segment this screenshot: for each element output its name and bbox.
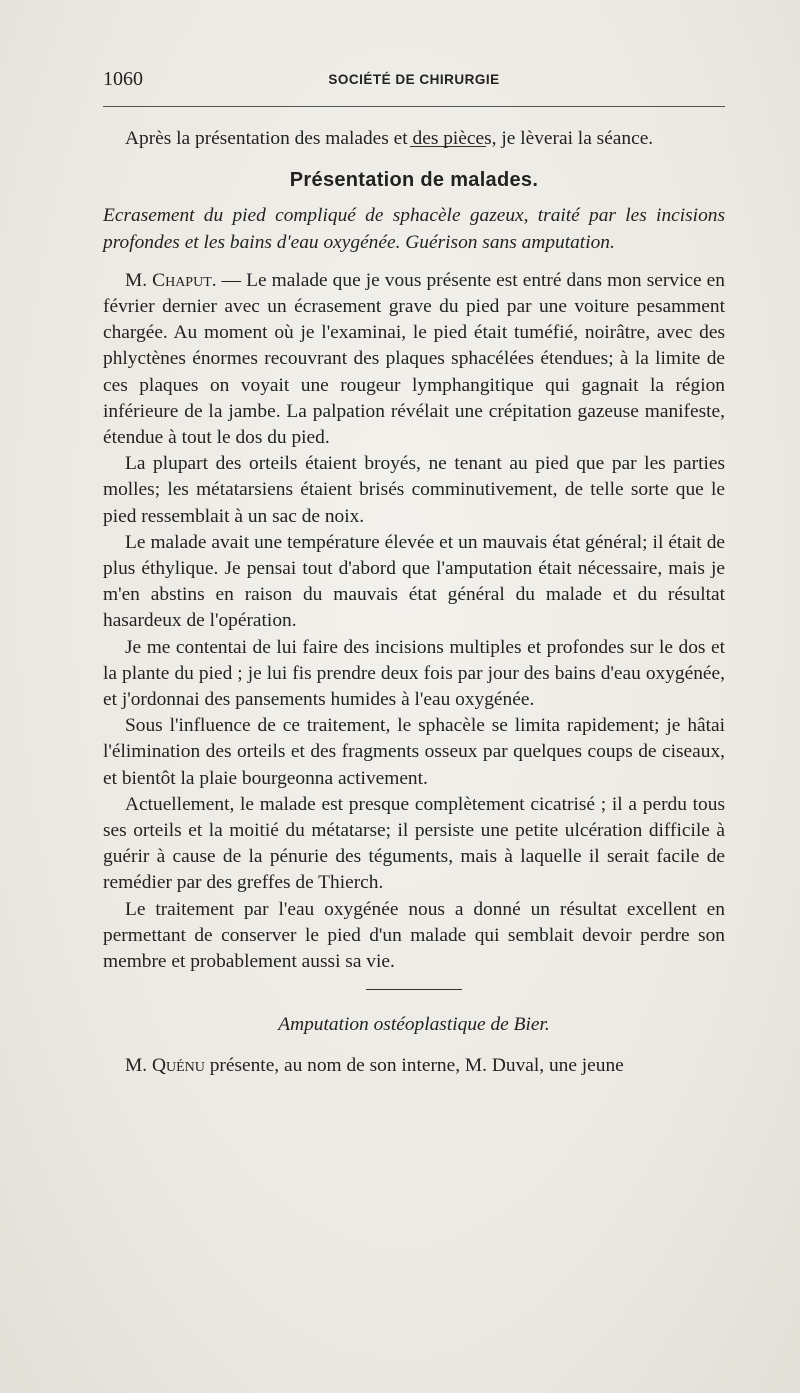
speaker-prefix: M. (125, 269, 148, 291)
page-body (103, 126, 725, 1079)
body-paragraph-6: Actuellement, le malade est presque complètement cicatrisé ; il a perdu tous ses orteils et la moitié du métatarse; il persiste une petite ulcération difficile à guérir à cause de la pénurie des téguments, mais à laquelle il serait facile de remédier par des greffes de Thierch. (103, 793, 725, 894)
header-rule (103, 106, 725, 107)
body-paragraph-5: Sous l'influence de ce traitement, le sphacèle se limita rapidement; je hâtai l'élimination des orteils et des fragments osseux par quelques coups de ciseaux, et bientôt la plaie bourgeonna activement. (103, 715, 725, 789)
speaker-prefix-2: M. (125, 1054, 148, 1076)
sub-title: Amputation ostéoplastique de Bier. (278, 1014, 550, 1036)
separator-rule-2 (366, 989, 462, 990)
body-paragraph-4: Je me contentai de lui faire des incisions multiples et profondes sur le dos et la plante du pied ; je lui fis prendre deux fois par jour des bains d'eau oxygénée, et j'ordonnai des pansements humides à l'eau oxygénée. (103, 636, 725, 711)
section-title: Présentation de malades. (289, 169, 539, 192)
paragraph-text: Le malade que je vous présente est entré dans mon service en février dernier avec un écrasement grave du pied par une voiture pesamment chargée. Au moment où je l'examinai, le pied était tuméfié, noirâtre, avec des phlyctènes énormes recouvrant des plaques sphacélées étendues; à la limite de ces plaques on voyait une rougeur lymphangitique qui gagnait la région inférieure de la jambe. La palpation révélait une crépitation gazeuse manifeste, étendue à tout le dos du pied. (103, 269, 725, 449)
page-header (103, 68, 725, 92)
speaker-dash: — (221, 269, 242, 291)
body-paragraph-7: Le traitement par l'eau oxygénée nous a donné un résultat excellent en permettant de conserver le pied d'un malade qui semblait devoir perdre son membre et probablement aussi sa vie. (103, 898, 725, 973)
running-head: SOCIÉTÉ DE CHIRURGIE (328, 72, 500, 87)
intro-paragraph: Après la présentation des malades et des pièces, je lèverai la séance. (125, 128, 654, 149)
paragraph-text-2: présente, au nom de son interne, M. Duval, une jeune (209, 1054, 624, 1076)
body-paragraph-2: La plupart des orteils étaient broyés, ne tenant au pied que par les parties molles; les métatarsiens étaient brisés comminutivement, de telle sorte que le pied ressemblait à un sac de noix. (103, 453, 725, 527)
body-paragraph-1 (103, 268, 725, 451)
case-title: Ecrasement du pied compliqué de sphacèle gazeux, traité par les incisions profondes et les bains d'eau oxygénée. Guérison sans amputation. (103, 205, 725, 253)
page-number: 1060 (103, 68, 143, 90)
body-paragraph-3: Le malade avait une température élevée et un mauvais état général; il était de plus éthylique. Je pensai tout d'abord que l'amputation était nécessaire, mais je m'en abstins en raison du mauvais état général du malade et du résultat hasardeux de l'opération. (103, 531, 725, 632)
speaker-name: Chaput. (152, 269, 217, 291)
body-paragraph-8 (103, 1053, 725, 1079)
speaker-name-2: Quénu (151, 1054, 205, 1076)
